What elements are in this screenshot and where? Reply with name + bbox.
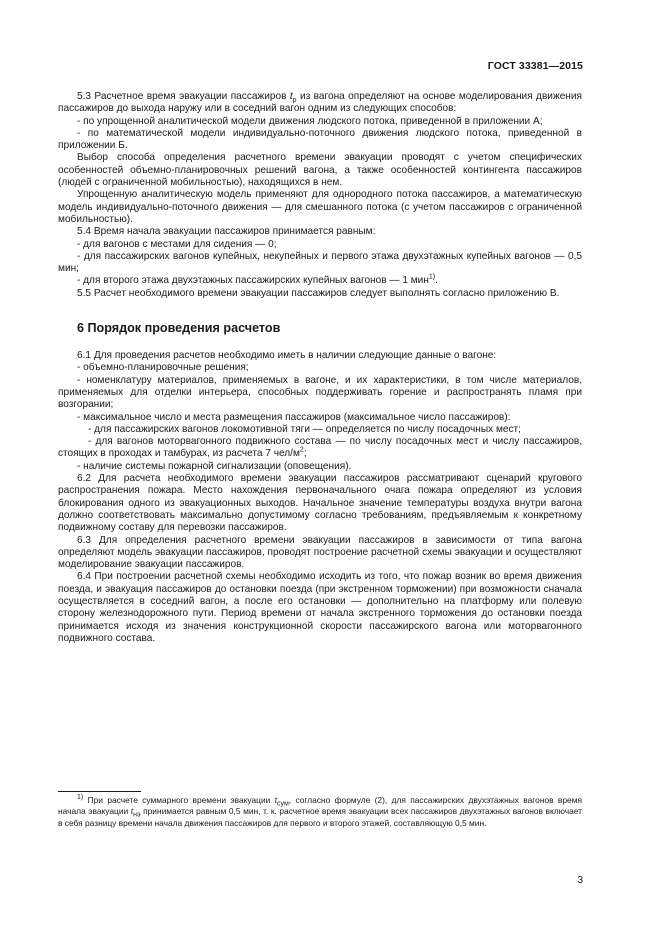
document-code-header: ГОСТ 33381—2015 <box>487 60 583 72</box>
list-item: - максимальное число и места размещения пассажиров (максимальное число пассажиров): <box>77 411 511 423</box>
footnote-ref[interactable]: 1) <box>428 274 436 282</box>
clause-6-1: 6.1 Для проведения расчетов необходимо иметь в наличии следующие данные о вагоне: <box>77 350 497 362</box>
paragraph: Упрощенную аналитическую модель применяют для однородного потока пассажиров, а математическую модель индивидуально-поточного движения — для смешанного потока (с учетом пассажиров с ограниченной мобильностью). <box>58 189 582 225</box>
document-body <box>58 91 582 645</box>
sub-list-item: - для пассажирских вагонов локомотивной тяги — определяется по числу посадочных мест; <box>88 423 521 435</box>
clause-5-3: 5.3 Расчетное время эвакуации пассажиров $t_р$ из вагона определяют на основе моделирования движения пассажиров до выхода наружу или в соседний вагон одним из следующих способов: <box>58 91 582 115</box>
list-item: - номенклатуру материалов, применяемых в вагоне, и их характеристики, в том числе материалов, применяемых для отделки интерьера, способных поддерживать горение и распространять пламя при возгорании; <box>58 374 582 411</box>
list-item: - по математической модели индивидуально-поточного движения людского потока, приведенной в приложении Б. <box>58 127 582 152</box>
list-item: - для второго этажа двухэтажных пассажирских купейных вагонов — 1 мин$^{1)}$. <box>77 274 438 287</box>
footnote-mark: 1) <box>77 794 84 802</box>
list-item: - объемно-планировочные решения; <box>77 362 249 374</box>
clause-6-3: 6.3 Для определения расчетного времени эвакуации пассажиров в зависимости от типа вагона определяют модель эвакуации пассажиров, проводят построение расчетной схемы эвакуации и осуществляют моделирование эвакуации пассажиров. <box>58 534 582 571</box>
sub-list-item: - для вагонов моторвагонного подвижного состава — по числу посадочных мест и числу пассажиров, стоящих в проходах и тамбурах, из расчета 7 чел/$м^2$; <box>58 436 582 460</box>
clause-6-4: 6.4 При построении расчетной схемы необходимо исходить из того, что пожар возник во время движения поезда, и эвакуация пассажиров до остановки поезда (при экстренном торможении) при возможности сначала осуществляется в соседний вагон, а после его остановки — дополнительно на платформу или полевую сторону железнодорожного пути. Период времени от начала экстренного торможения до остановки поезда принимается исходя из значения конструкционной скорости пассажирского вагона или моторвагонного подвижного состава. <box>58 571 582 644</box>
list-item: - для вагонов с местами для сидения — 0; <box>77 238 277 250</box>
footnote-divider <box>58 791 141 792</box>
paragraph: Выбор способа определения расчетного времени эвакуации проводят с учетом специфических особенностей объемно-планировочных решений вагона, а также особенностей контингента пассажиров (людей с ограниченной мобильностью), находящихся в нем. <box>58 152 582 189</box>
clause-6-2: 6.2 Для расчета необходимого времени эвакуации пассажиров рассматривают сценарий кругового распространения пожара. Место нахождения первоначального очага пожара определяют из условия блокирования одного из эвакуационных выходов. Начальное значение температуры воздуха внутри вагона должно соответствовать максимально допустимому согласно требованиям, предъявляемым к конкретному подвижному составу для перевозки пассажиров. <box>58 473 582 534</box>
clause-5-5: 5.5 Расчет необходимого времени эвакуации пассажиров следует выполнять согласно приложению В. <box>77 287 560 299</box>
footnote <box>58 795 582 829</box>
footnote-text: $^{1)}$ При расчете суммарного времени эвакуации $t_{сум}$, согласно формуле (2), для пассажирских двухэтажных вагонов время начала эвакуации $t_{нэ}$ принимается равным 0,5 мин, т. к. расчетное время эвакуации всех пассажиров двухэтажных вагонов включает в себя разницу времени начала движения пассажиров для первого и второго этажей, составляющую 0,5 мин. <box>58 794 582 828</box>
section-6-heading: 6 Порядок проведения расчетов <box>77 321 281 336</box>
list-item: - по упрощенной аналитической модели движения людского потока, приведенной в приложении А; <box>77 115 543 127</box>
clause-5-4: 5.4 Время начала эвакуации пассажиров принимается равным: <box>77 226 376 238</box>
list-item: - для пассажирских вагонов купейных, некупейных и первого этажа двухэтажных купейных вагонов — 0,5 мин; <box>58 250 582 275</box>
list-item: - наличие системы пожарной сигнализации (оповещения). <box>77 460 352 472</box>
page-number: 3 <box>577 875 583 886</box>
